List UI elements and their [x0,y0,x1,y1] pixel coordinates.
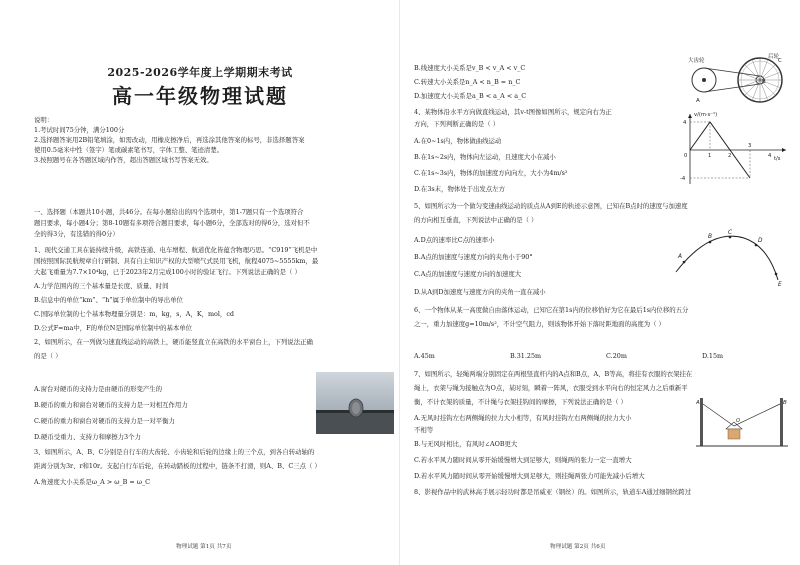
q1-stem: 1、现代交通工具在能持续升级，高铁连通、电车增程、航道优化皆蕴含物理巧思。“C919”飞机是中 [34,246,318,254]
q3-option: B.线速度大小关系是v_B < v_A < v_C [414,64,526,72]
hanger-label: B [783,400,787,406]
q4-option: A.在0~1s内，物体做曲线运动 [414,137,502,145]
bike-gear-figure [682,50,786,108]
section-line: 一、选择题（本题共10小题，共46分。在每小题给出的四个选项中，第1-7题只有一个选项符合 [34,208,304,216]
footer-right: 物理试题 第2页 共6页 [550,544,606,550]
section-line: 全的得3分，有选错的得0分） [34,230,119,238]
q4-option: C.在1s~3s内，物体的加速度方向向左，大小为4m/s² [414,169,568,177]
q7-stem: 绳上，衣架与绳为接触点为O点，某时刻，瞬着一阵风，衣服受到水平向右的恒定风力之后重新平 [414,384,688,392]
q5-stem: 5、如图所示为一个做匀变速曲线运动的质点从A到E的轨迹示意图，已知在B点时的速度与加速度 [414,202,688,210]
subject-title: 高一年级物理试题 [112,84,288,108]
q5-option: B.A点的加速度与速度方向的夹角小于90° [414,253,533,261]
bike-point-label: B [762,79,766,85]
trajectory-point: E [778,282,782,288]
q3-stem: 3、如图所示，A、B、C分别是自行车的大齿轮、小齿轮和后轮的边缘上的三个点，到各自转动轴的 [34,448,315,456]
q6-option: A.45m [414,352,435,360]
q3-stem: 距离分别为3r、r和10r。支起自行车后轮，在转动踏板的过程中，链条不打滑，则A、B、C三点（ ） [34,462,321,470]
q6-option: B.31.25m [510,352,542,360]
vt-xlabel: t/s [774,156,781,162]
vt-tick: -4 [680,176,686,182]
q7-option: A.无风时挂钩左右两侧绳的拉力大小相等，有风时挂钩左右两侧绳的拉力大小 [414,414,632,422]
hanger-figure [696,396,788,450]
q2-option: A.窗台对硬币的支持力是由硬币的形变产生的 [34,385,163,393]
bike-front-label: 大齿轮 [688,58,705,64]
vt-tick: 4 [768,153,772,159]
q3-option: C.转速大小关系是n_A < n_B = n_C [414,78,521,86]
q2-option: C.硬币的重力和窗台对硬币的支持力是一对平衡力 [34,417,175,425]
q2-stem: 2、如图所示，在一列做匀速直线运动的高铁上，硬币能竖直立在高铁的水平窗台上，下列说法正确 [34,338,313,346]
q2-option: B.硬币的重力和窗台对硬币的支持力是一对相互作用力 [34,401,188,409]
section-line: 题目要求，每小题4分；第8-10题有多项符合题目要求，每小题6分，全部选对的得6分，选对但不 [34,219,310,227]
instruction-item: 2.选择题答案用2B铅笔填涂，如需改动，用橡皮擦净后，再选涂其他答案的标号，非选择题答案 [34,136,305,144]
q2-option: D.硬币受重力、支持力和摩擦力3个力 [34,433,141,441]
instruction-item: 1.考试时间75分钟，满分100分 [34,126,125,134]
q1-stem: 大起飞重量为7.7×10⁴kg，已于2023年2月完成100小时的验证飞行。下列说法正确的是（ ） [34,268,301,276]
trajectory-point: A [678,254,682,260]
right-page [400,0,800,565]
q4-stem: 方向，下列判断正确的是（ ） [414,120,500,128]
q4-option: B.在1s~2s内，物体向左运动，且速度大小在减小 [414,153,556,161]
hanger-label: A [696,400,700,406]
q1-option: B.信息中的单位“km”、“h”属于单位制中的导出单位 [34,296,183,304]
q3-option: A.角速度大小关系是ω_A > ω_B = ω_C [34,478,151,486]
vt-tick: 1 [708,153,712,159]
q4-stem: 4、某物体沿水平方向做直线运动，其v-t图像如图所示，规定向右为正 [414,108,612,116]
q4-option: D.在3s末，物体处于出发点左方 [414,185,505,193]
q1-option: C.国际单位制的七个基本物理量分别是：m，kg，s，A，K，mol，cd [34,310,234,318]
q7-option: B.与无风时相比，有风时∠AOB更大 [414,440,518,448]
q7-option: D.若水平风力随时间从零开始缓慢增大到足够大，则挂绳两张力可能先减小后增大 [414,472,645,480]
exam-line: 2025-2026学年度上学期期末考试 [107,66,293,79]
bike-point-label: C [778,58,782,64]
q5-option: D.从A到D加速度与速度方向的夹角一直在减小 [414,288,546,296]
q6-option: C.20m [606,352,627,360]
footer-left: 物理试题 第1页 共7页 [176,544,232,550]
q7-stem: 衡，不计衣架的质量，不计绳与衣架挂钩间的摩擦，下列说法正确的是（ ） [414,398,627,406]
q1-stem: 国按照国际民航规章自行研制、具有自主知识产权的大型喷气式民用飞机，航程4075~5555km，最 [34,257,319,265]
vt-graph [676,110,790,188]
q2-stem: 的是（ ） [34,352,62,360]
q6-stem: 之一，重力加速度g=10m/s²，不计空气阻力，则该物体开始下落时距地面的高度为（ ） [414,320,665,328]
trajectory-point: C [728,230,733,236]
q7-option: C.若水平风力随时间从零开始缓慢增大到足够大，则绳两的张力一定一直增大 [414,456,632,464]
vt-tick: 2 [728,153,732,159]
q5-stem: 的方向相互垂直，下列说法中正确的是（ ） [414,216,538,224]
q8-stem: 8、影视作品中的武林高手展示轻功时都是吊威亚（钢丝）的。如图所示，轨道车A通过细钢丝跨过 [414,488,692,496]
trajectory-figure [670,228,790,288]
q7-stem: 7、如图所示，轻绳两端分别固定在两根竖直杆内的A点和B点，A、B等高，将挂有衣服的衣架挂在 [414,370,693,378]
q5-option: A.D点的速率比C点的速率小 [414,236,495,244]
bike-rear-label: 后轮 [768,54,780,60]
coin-photo [316,372,394,434]
q1-option: A.力学范围内的三个基本量是长度、质量、时间 [34,282,169,290]
vt-tick: 3 [748,143,752,149]
q7-option: 不相等 [414,426,434,434]
q3-option: D.加速度大小关系是a_B < a_A < a_C [414,92,527,100]
q6-stem: 6、一个物体从某一高度做自由落体运动，已知它在第1s内的位移恰好为它在最后1s内位移的五分 [414,306,689,314]
trajectory-point: D [758,238,763,244]
q1-option: D.公式F=ma中，F的单位N是国际单位制中的基本单位 [34,324,193,332]
q6-option: D.15m [702,352,724,360]
trajectory-point: B [708,234,712,240]
vt-tick: 0 [684,153,688,159]
vt-tick: 4 [683,120,687,126]
instructions-label: 说明： [34,116,54,124]
instruction-item: 使用0.5毫米中性（签字）笔或碳素笔书写，字体工整、笔迹清楚。 [34,146,224,154]
vt-ylabel: v/(m·s⁻¹) [694,112,718,118]
bike-point-label: A [696,98,700,104]
q5-option: C.A点的加速度与速度方向的加速度大 [414,270,522,278]
hanger-label: O [736,418,740,424]
instruction-item: 3.按照题号在各答题区域内作答，超出答题区域书写答案无效。 [34,156,213,164]
